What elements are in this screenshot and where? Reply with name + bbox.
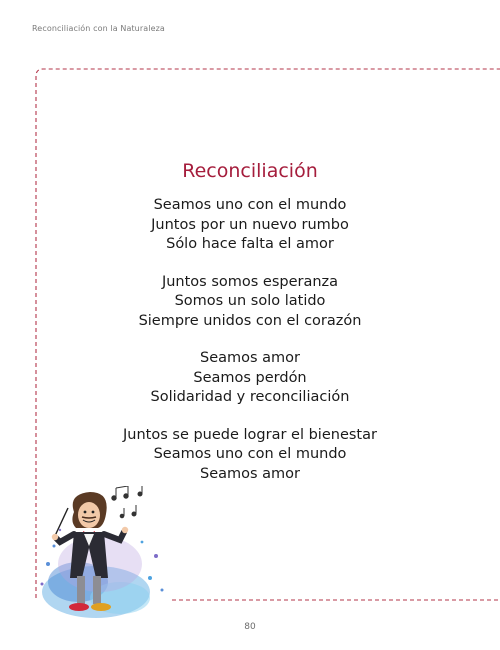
conductor-illustration (38, 486, 168, 624)
verse: Sólo hace falta el amor (166, 236, 334, 252)
stanza-4 (0, 426, 500, 485)
verse: Seamos uno con el mundo (153, 197, 347, 213)
verse: Seamos uno con el mundo (153, 446, 347, 462)
stanza-3 (0, 349, 500, 408)
verse: Siempre unidos con el corazón (138, 312, 362, 329)
verse: Solidaridad y reconciliación (150, 389, 350, 405)
verse: Somos un solo latido (174, 293, 326, 309)
poem (0, 160, 500, 502)
verse: Seamos amor (199, 350, 300, 366)
running-header: Reconciliación con la Naturaleza (32, 24, 165, 33)
verse: Seamos perdón (193, 369, 307, 386)
poem-title: Reconciliación (182, 160, 318, 182)
verse: Juntos por un nuevo rumbo (151, 216, 349, 233)
verse: Juntos se puede lograr el bienestar (123, 426, 377, 443)
stanza-2 (0, 273, 500, 332)
verse: Seamos amor (199, 465, 300, 482)
page-number: 80 (244, 622, 256, 632)
stanza-1 (0, 196, 500, 255)
verse: Juntos somos esperanza (161, 273, 339, 290)
